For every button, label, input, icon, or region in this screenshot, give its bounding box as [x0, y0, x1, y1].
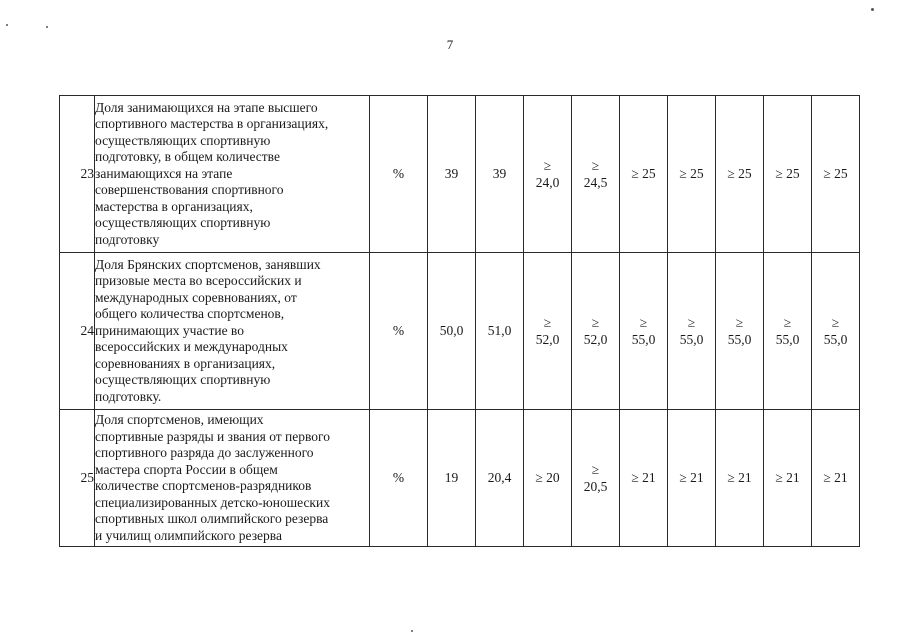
indicator-description: Доля Брянских спортсменов, занявших призовые места во всероссийских и международных соревнованиях, от общего количества спортсменов, принимающих участие во всероссийских и международных соревнованиях в организациях, осуществляющих спортивную подготовку. [95, 256, 321, 404]
indicator-description-cell [95, 96, 370, 253]
value-cell: ≥ 25 [812, 96, 860, 253]
value-cell: ≥ 24,5 [572, 96, 620, 253]
value-cell: ≥ 21 [716, 410, 764, 547]
scan-speck [871, 8, 874, 11]
value-cell: ≥ 55,0 [716, 253, 764, 410]
scan-speck [46, 26, 48, 28]
value-cell: 19 [428, 410, 476, 547]
value-cell: ≥ 25 [620, 96, 668, 253]
indicator-description: Доля спортсменов, имеющих спортивные разряды и звания от первого спортивного разряда до заслуженного мастера спорта России в общем количестве спортсменов-разрядников специализированных детско-юношеских спортивных школ олимпийского резерва и училищ олимпийского резерва [95, 412, 330, 543]
unit-cell: % [370, 410, 428, 547]
value-cell: ≥ 55,0 [668, 253, 716, 410]
row-number: 25 [60, 410, 95, 547]
table-row [60, 253, 860, 410]
indicator-description-cell [95, 253, 370, 410]
value-cell: ≥ 55,0 [812, 253, 860, 410]
value-cell: ≥ 55,0 [764, 253, 812, 410]
value-cell: ≥ 21 [764, 410, 812, 547]
value-cell: ≥ 21 [668, 410, 716, 547]
value-cell: 51,0 [476, 253, 524, 410]
value-cell: 39 [476, 96, 524, 253]
value-cell: ≥ 24,0 [524, 96, 572, 253]
page-number: 7 [446, 37, 454, 52]
unit-cell: % [370, 96, 428, 253]
value-cell: ≥ 55,0 [620, 253, 668, 410]
value-cell: ≥ 25 [668, 96, 716, 253]
indicator-description-cell [95, 410, 370, 547]
value-cell: ≥ 52,0 [572, 253, 620, 410]
indicators-table [59, 95, 860, 547]
scan-speck [411, 630, 413, 632]
value-cell: ≥ 20 [524, 410, 572, 547]
row-number: 24 [60, 253, 95, 410]
value-cell: 20,4 [476, 410, 524, 547]
indicator-description: Доля занимающихся на этапе высшего спортивного мастерства в организациях, осуществляющих спортивную подготовку, в общем количестве занимающихся на этапе совершенствования спортивного мастерства в организациях, осуществляющих спортивную подготовку [95, 99, 329, 247]
scan-speck [6, 24, 8, 26]
value-cell: ≥ 21 [620, 410, 668, 547]
value-cell: ≥ 25 [764, 96, 812, 253]
value-cell: 50,0 [428, 253, 476, 410]
value-cell: ≥ 21 [812, 410, 860, 547]
row-number: 23 [60, 96, 95, 253]
value-cell: ≥ 20,5 [572, 410, 620, 547]
table-row [60, 410, 860, 547]
value-cell: ≥ 25 [716, 96, 764, 253]
unit-cell: % [370, 253, 428, 410]
value-cell: ≥ 52,0 [524, 253, 572, 410]
table-row [60, 96, 860, 253]
value-cell: 39 [428, 96, 476, 253]
